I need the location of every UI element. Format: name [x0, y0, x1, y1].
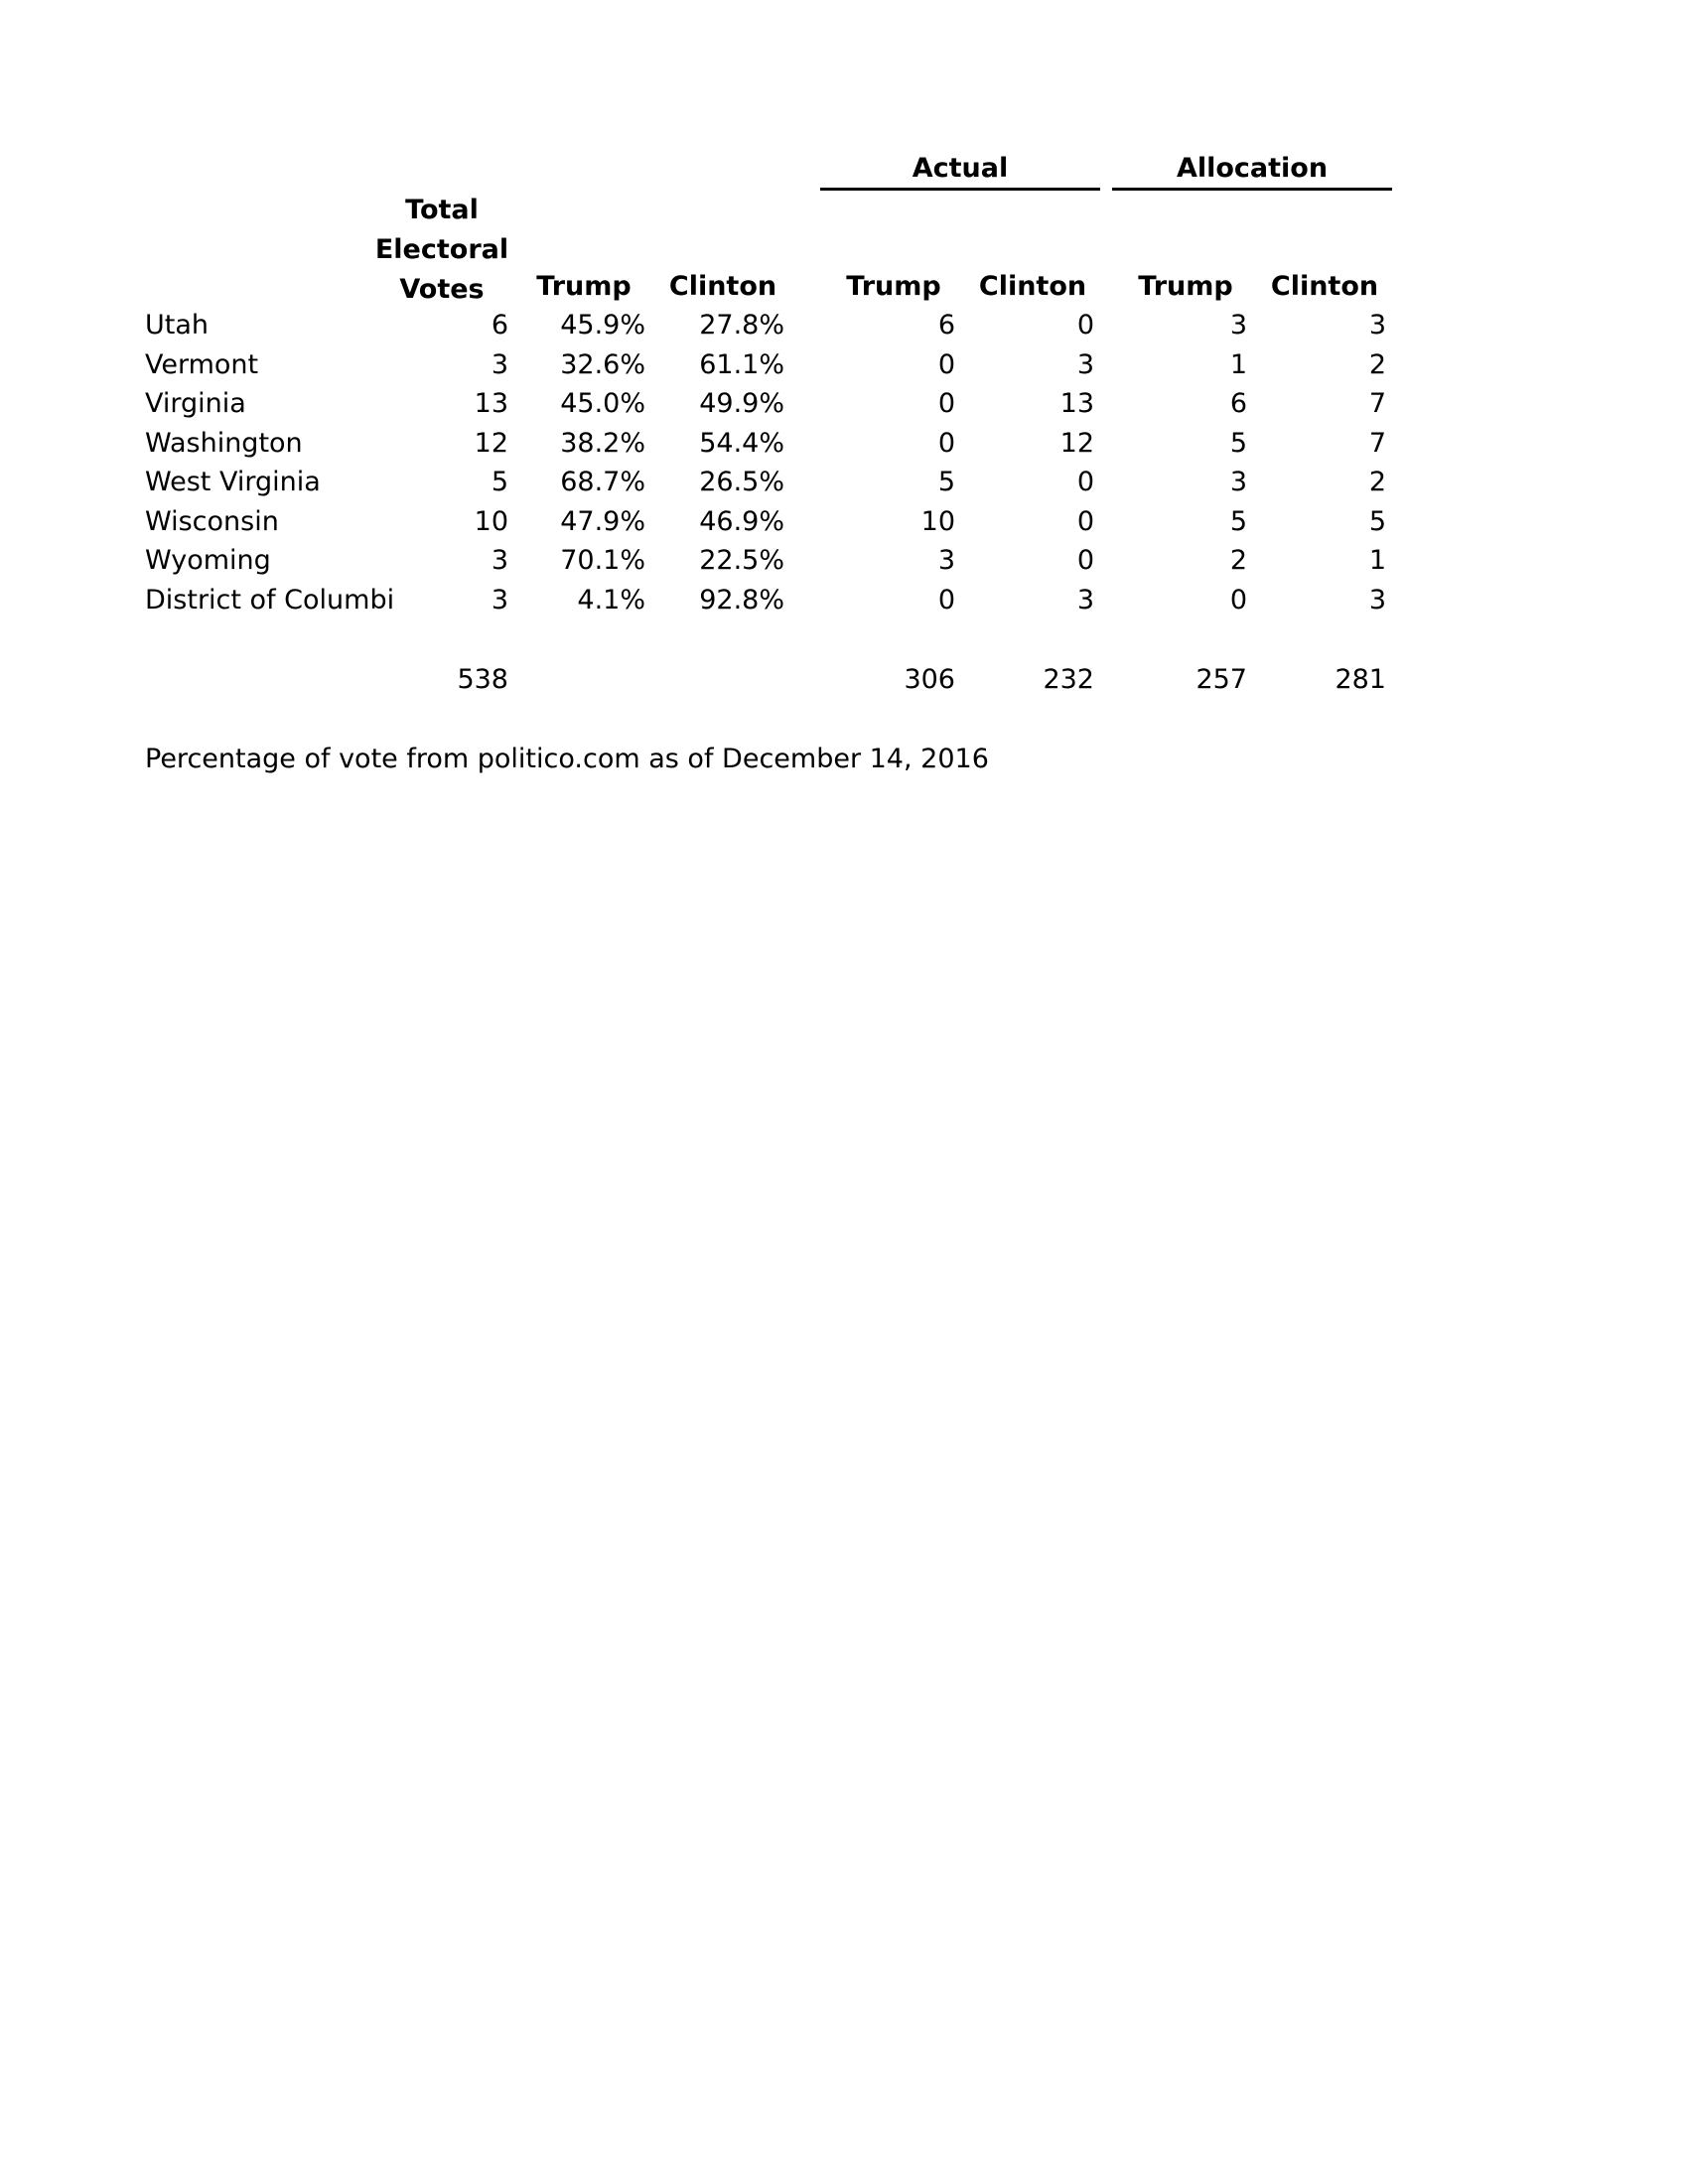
cell-alloc-trump: 0 — [1229, 585, 1247, 615]
cell-state: Wisconsin — [145, 506, 279, 537]
cell-alloc-clinton: 2 — [1368, 467, 1386, 497]
cell-pct-clinton: 61.1% — [699, 349, 784, 380]
cell-actual-clinton: 3 — [1076, 349, 1094, 380]
header-actual-clinton: Clinton — [978, 271, 1087, 302]
cell-pct-clinton: 54.4% — [699, 428, 784, 459]
cell-pct-trump: 45.9% — [560, 310, 645, 341]
cell-alloc-trump: 6 — [1229, 388, 1247, 419]
cell-pct-trump: 47.9% — [560, 506, 645, 537]
header-tev-line1: Total — [405, 195, 479, 225]
cell-actual-clinton: 0 — [1076, 506, 1094, 537]
cell-actual-clinton: 0 — [1076, 545, 1094, 576]
cell-alloc-clinton: 2 — [1368, 349, 1386, 380]
cell-state: West Virginia — [145, 467, 321, 497]
header-alloc-clinton: Clinton — [1270, 271, 1379, 302]
cell-actual-clinton: 12 — [1059, 428, 1094, 459]
cell-pct-trump: 4.1% — [577, 585, 645, 615]
cell-alloc-clinton: 1 — [1368, 545, 1386, 576]
cell-alloc-clinton: 7 — [1368, 428, 1386, 459]
cell-tev: 10 — [474, 506, 508, 537]
cell-alloc-trump: 2 — [1229, 545, 1247, 576]
cell-state: Virginia — [145, 388, 246, 419]
total-alloc-trump: 257 — [1196, 664, 1247, 695]
cell-tev: 6 — [491, 310, 508, 341]
footnote: Percentage of vote from politico.com as of December 14, 2016 — [145, 744, 989, 774]
cell-tev: 3 — [491, 585, 508, 615]
cell-actual-trump: 0 — [937, 428, 955, 459]
group-header-allocation: Allocation — [1112, 152, 1392, 191]
total-alloc-clinton: 281 — [1335, 664, 1386, 695]
cell-alloc-trump: 3 — [1229, 310, 1247, 341]
cell-actual-trump: 0 — [937, 349, 955, 380]
cell-actual-trump: 0 — [937, 585, 955, 615]
cell-state: Wyoming — [145, 545, 271, 576]
cell-actual-clinton: 0 — [1076, 310, 1094, 341]
cell-actual-trump: 6 — [937, 310, 955, 341]
cell-pct-clinton: 46.9% — [699, 506, 784, 537]
cell-alloc-trump: 1 — [1229, 349, 1247, 380]
cell-alloc-clinton: 7 — [1368, 388, 1386, 419]
cell-actual-clinton: 3 — [1076, 585, 1094, 615]
cell-state: Utah — [145, 310, 210, 341]
cell-actual-trump: 5 — [937, 467, 955, 497]
cell-state: Washington — [145, 428, 303, 459]
cell-pct-trump: 38.2% — [560, 428, 645, 459]
header-total-electoral-votes — [367, 191, 516, 310]
cell-pct-clinton: 26.5% — [699, 467, 784, 497]
cell-actual-trump: 10 — [920, 506, 955, 537]
cell-tev: 12 — [474, 428, 508, 459]
group-header-actual: Actual — [820, 152, 1100, 191]
cell-tev: 3 — [491, 545, 508, 576]
cell-tev: 13 — [474, 388, 508, 419]
cell-pct-trump: 70.1% — [560, 545, 645, 576]
cell-alloc-clinton: 5 — [1368, 506, 1386, 537]
total-tev: 538 — [457, 664, 508, 695]
cell-state: Vermont — [145, 349, 259, 380]
cell-alloc-trump: 5 — [1229, 506, 1247, 537]
total-actual-trump: 306 — [904, 664, 955, 695]
cell-pct-clinton: 27.8% — [699, 310, 784, 341]
cell-alloc-trump: 5 — [1229, 428, 1247, 459]
cell-tev: 5 — [491, 467, 508, 497]
cell-actual-trump: 0 — [937, 388, 955, 419]
header-alloc-trump: Trump — [1138, 271, 1233, 302]
cell-actual-clinton: 0 — [1076, 467, 1094, 497]
total-actual-clinton: 232 — [1043, 664, 1094, 695]
header-pct-trump: Trump — [536, 271, 632, 302]
cell-pct-trump: 32.6% — [560, 349, 645, 380]
cell-actual-trump: 3 — [937, 545, 955, 576]
cell-alloc-clinton: 3 — [1368, 310, 1386, 341]
cell-alloc-clinton: 3 — [1368, 585, 1386, 615]
cell-actual-clinton: 13 — [1059, 388, 1094, 419]
header-tev-line3: Votes — [399, 274, 485, 305]
cell-alloc-trump: 3 — [1229, 467, 1247, 497]
cell-pct-clinton: 22.5% — [699, 545, 784, 576]
cell-state: District of Columbi — [145, 585, 395, 615]
cell-pct-clinton: 92.8% — [699, 585, 784, 615]
cell-pct-trump: 45.0% — [560, 388, 645, 419]
cell-pct-clinton: 49.9% — [699, 388, 784, 419]
header-actual-trump: Trump — [846, 271, 941, 302]
cell-pct-trump: 68.7% — [560, 467, 645, 497]
header-tev-line2: Electoral — [374, 234, 509, 265]
cell-tev: 3 — [491, 349, 508, 380]
header-pct-clinton: Clinton — [668, 271, 777, 302]
